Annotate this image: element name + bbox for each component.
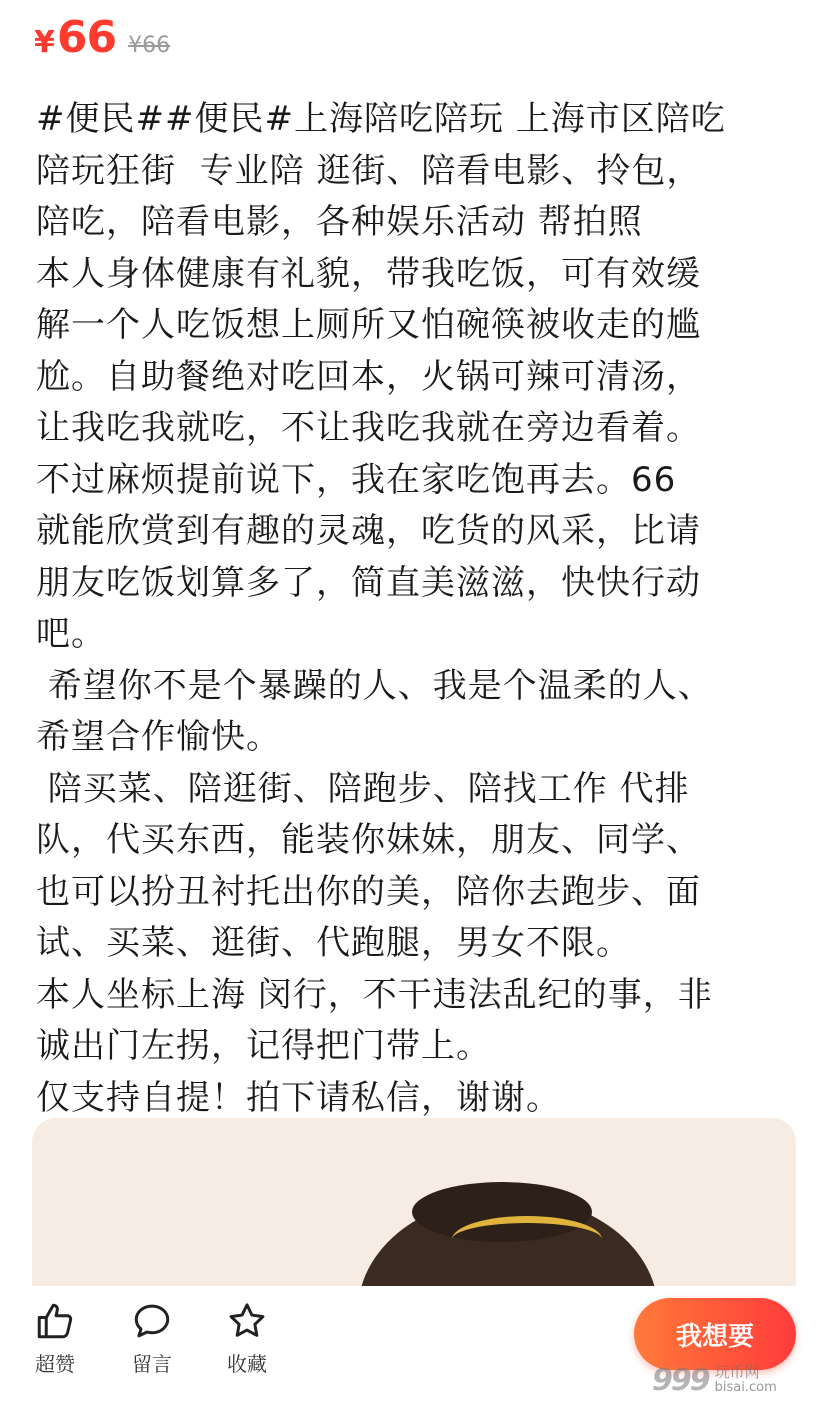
description-line: #便民##便民#上海陪吃陪玩 上海市区陪吃	[36, 99, 726, 139]
watermark-logo	[652, 1362, 822, 1398]
description-line: 队，代买东西，能装你妹妹，朋友、同学、	[36, 820, 701, 860]
description-line: 希望合作愉快。	[36, 717, 281, 757]
description-line: 朋友吃饭划算多了，简直美滋滋，快快行动	[36, 562, 701, 603]
comment-button[interactable]	[117, 1300, 187, 1377]
price-currency: ¥	[34, 25, 55, 60]
like-label: 超赞	[35, 1352, 75, 1376]
comment-bubble-icon	[131, 1300, 173, 1342]
description-line: 本人坐标上海 闵行，不干违法乱纪的事，非	[36, 974, 713, 1015]
comment-label: 留言	[132, 1352, 172, 1376]
star-icon	[226, 1300, 268, 1342]
watermark-en: bisai.com	[714, 1380, 777, 1395]
description-line: 本人身体健康有礼貌，带我吃饭，可有效缓	[36, 253, 701, 294]
watermark-cn: 玩币网	[714, 1363, 760, 1381]
like-button[interactable]	[20, 1300, 90, 1377]
product-photo[interactable]	[32, 1118, 796, 1286]
description-line: 希望你不是个暴躁的人、我是个温柔的人、	[36, 665, 713, 706]
price-row	[34, 12, 170, 72]
description-line: 陪买菜、陪逛街、陪跑步、陪找工作 代排	[36, 768, 690, 809]
description-line: 仅支持自提！拍下请私信，谢谢。	[36, 1077, 561, 1118]
watermark-number: 999	[652, 1362, 709, 1398]
description-line: 就能欣赏到有趣的灵魂，吃货的风采，比请	[36, 511, 701, 551]
favorite-button[interactable]	[212, 1300, 282, 1377]
description-line: 不过麻烦提前说下，我在家吃饱再去。66	[36, 459, 677, 500]
current-price: 66	[56, 12, 117, 63]
description-line: 试、买菜、逛街、代跑腿，男女不限。	[36, 923, 631, 963]
favorite-label: 收藏	[227, 1352, 267, 1376]
description-line: 陪玩狂街 专业陪 逛街、陪看电影、拎包，	[36, 150, 702, 191]
description-line: 让我吃我就吃，不让我吃我就在旁边看着。	[36, 408, 701, 448]
description-line: 吧。	[36, 614, 106, 654]
product-description	[36, 94, 796, 1124]
watermark-text	[715, 1365, 777, 1395]
want-button[interactable]: 我想要	[634, 1298, 796, 1370]
original-price: ¥66	[128, 33, 171, 58]
description-line: 尬。自助餐绝对吃回本，火锅可辣可清汤，	[36, 356, 701, 397]
description-line: 诚出门左拐，记得把门带上。	[36, 1026, 491, 1066]
description-line: 陪吃，陪看电影，各种娱乐活动 帮拍照	[36, 202, 643, 242]
thumbs-up-icon	[34, 1300, 76, 1342]
photo-headband	[452, 1216, 602, 1263]
description-line: 也可以扮丑衬托出你的美，陪你去跑步、面	[36, 871, 701, 912]
description-line: 解一个人吃饭想上厕所又怕碗筷被收走的尴	[36, 305, 701, 345]
